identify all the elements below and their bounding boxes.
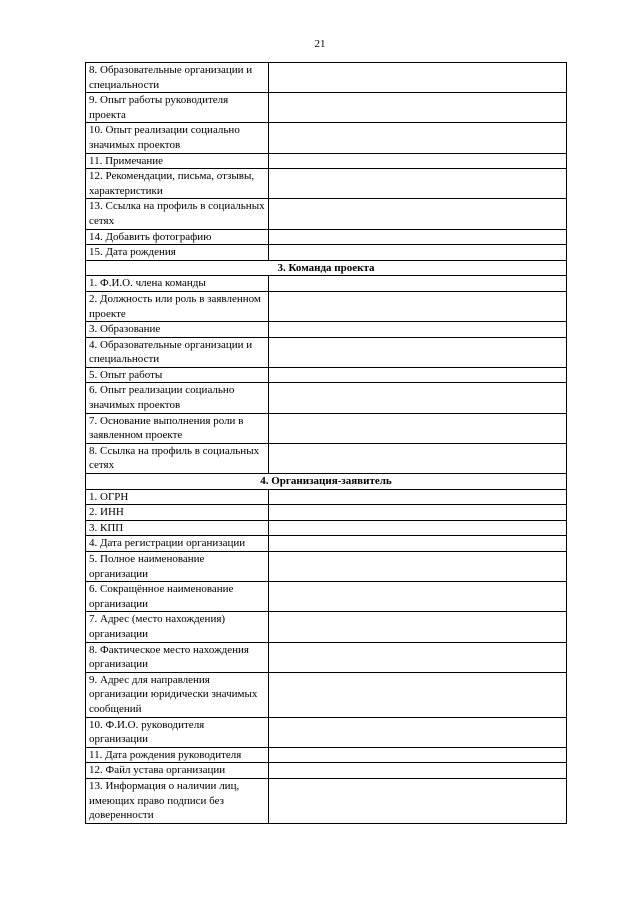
field-label: 2. Должность или роль в заявленном проекте	[86, 291, 269, 321]
table-row	[86, 642, 567, 672]
field-value-cell[interactable]	[269, 245, 567, 261]
table-row	[86, 612, 567, 642]
field-value-cell[interactable]	[269, 520, 567, 536]
field-value-cell[interactable]	[269, 199, 567, 229]
field-value-cell[interactable]	[269, 153, 567, 169]
field-value-cell[interactable]	[269, 747, 567, 763]
field-value-cell[interactable]	[269, 582, 567, 612]
field-label: 1. Ф.И.О. члена команды	[86, 276, 269, 292]
table-row	[86, 747, 567, 763]
field-label: 9. Опыт работы руководителя проекта	[86, 93, 269, 123]
field-label: 3. КПП	[86, 520, 269, 536]
table-row	[86, 199, 567, 229]
field-value-cell[interactable]	[269, 505, 567, 521]
field-label: 8. Фактическое место нахождения организации	[86, 642, 269, 672]
field-value-cell[interactable]	[269, 123, 567, 153]
field-value-cell[interactable]	[269, 717, 567, 747]
field-label: 5. Опыт работы	[86, 367, 269, 383]
field-value-cell[interactable]	[269, 322, 567, 338]
field-value-cell[interactable]	[269, 642, 567, 672]
field-value-cell[interactable]	[269, 612, 567, 642]
field-value-cell[interactable]	[269, 63, 567, 93]
field-label: 15. Дата рождения	[86, 245, 269, 261]
table-row	[86, 763, 567, 779]
field-label: 11. Дата рождения руководителя	[86, 747, 269, 763]
field-value-cell[interactable]	[269, 489, 567, 505]
table-row	[86, 169, 567, 199]
table-row	[86, 291, 567, 321]
table-row	[86, 536, 567, 552]
table-row	[86, 413, 567, 443]
field-label: 12. Рекомендации, письма, отзывы, характеристики	[86, 169, 269, 199]
field-label: 10. Ф.И.О. руководителя организации	[86, 717, 269, 747]
section-header-row	[86, 260, 567, 276]
field-label: 7. Адрес (место нахождения) организации	[86, 612, 269, 642]
field-label: 6. Опыт реализации социально значимых проектов	[86, 383, 269, 413]
field-value-cell[interactable]	[269, 276, 567, 292]
application-form-table	[85, 62, 567, 824]
field-value-cell[interactable]	[269, 229, 567, 245]
field-label: 14. Добавить фотографию	[86, 229, 269, 245]
field-label: 3. Образование	[86, 322, 269, 338]
field-value-cell[interactable]	[269, 413, 567, 443]
table-row	[86, 63, 567, 93]
field-value-cell[interactable]	[269, 536, 567, 552]
field-value-cell[interactable]	[269, 383, 567, 413]
field-value-cell[interactable]	[269, 169, 567, 199]
table-row	[86, 443, 567, 473]
field-label: 11. Примечание	[86, 153, 269, 169]
field-label: 4. Дата регистрации организации	[86, 536, 269, 552]
field-value-cell[interactable]	[269, 552, 567, 582]
field-label: 6. Сокращённое наименование организации	[86, 582, 269, 612]
table-row	[86, 322, 567, 338]
table-row	[86, 367, 567, 383]
field-value-cell[interactable]	[269, 672, 567, 717]
table-row	[86, 520, 567, 536]
table-row	[86, 717, 567, 747]
table-row	[86, 505, 567, 521]
table-row	[86, 552, 567, 582]
field-label: 7. Основание выполнения роли в заявленном проекте	[86, 413, 269, 443]
field-value-cell[interactable]	[269, 337, 567, 367]
field-value-cell[interactable]	[269, 367, 567, 383]
table-row	[86, 153, 567, 169]
field-value-cell[interactable]	[269, 93, 567, 123]
field-value-cell[interactable]	[269, 763, 567, 779]
field-label: 13. Информация о наличии лиц, имеющих право подписи без доверенности	[86, 778, 269, 823]
table-row	[86, 672, 567, 717]
form-body	[86, 63, 567, 824]
section-header-row	[86, 474, 567, 490]
section-title: 4. Организация-заявитель	[86, 474, 567, 490]
field-label: 1. ОГРН	[86, 489, 269, 505]
table-row	[86, 93, 567, 123]
field-label: 4. Образовательные организации и специальности	[86, 337, 269, 367]
table-row	[86, 123, 567, 153]
field-label: 9. Адрес для направления организации юридически значимых сообщений	[86, 672, 269, 717]
table-row	[86, 229, 567, 245]
field-label: 5. Полное наименование организации	[86, 552, 269, 582]
field-label: 13. Ссылка на профиль в социальных сетях	[86, 199, 269, 229]
page-number: 21	[314, 38, 326, 50]
field-label: 10. Опыт реализации социально значимых проектов	[86, 123, 269, 153]
field-value-cell[interactable]	[269, 291, 567, 321]
field-label: 2. ИНН	[86, 505, 269, 521]
table-row	[86, 383, 567, 413]
field-value-cell[interactable]	[269, 778, 567, 823]
table-row	[86, 245, 567, 261]
table-row	[86, 276, 567, 292]
field-label: 12. Файл устава организации	[86, 763, 269, 779]
table-row	[86, 337, 567, 367]
field-label: 8. Ссылка на профиль в социальных сетях	[86, 443, 269, 473]
table-row	[86, 778, 567, 823]
field-value-cell[interactable]	[269, 443, 567, 473]
table-row	[86, 489, 567, 505]
section-title: 3. Команда проекта	[86, 260, 567, 276]
table-row	[86, 582, 567, 612]
field-label: 8. Образовательные организации и специальности	[86, 63, 269, 93]
